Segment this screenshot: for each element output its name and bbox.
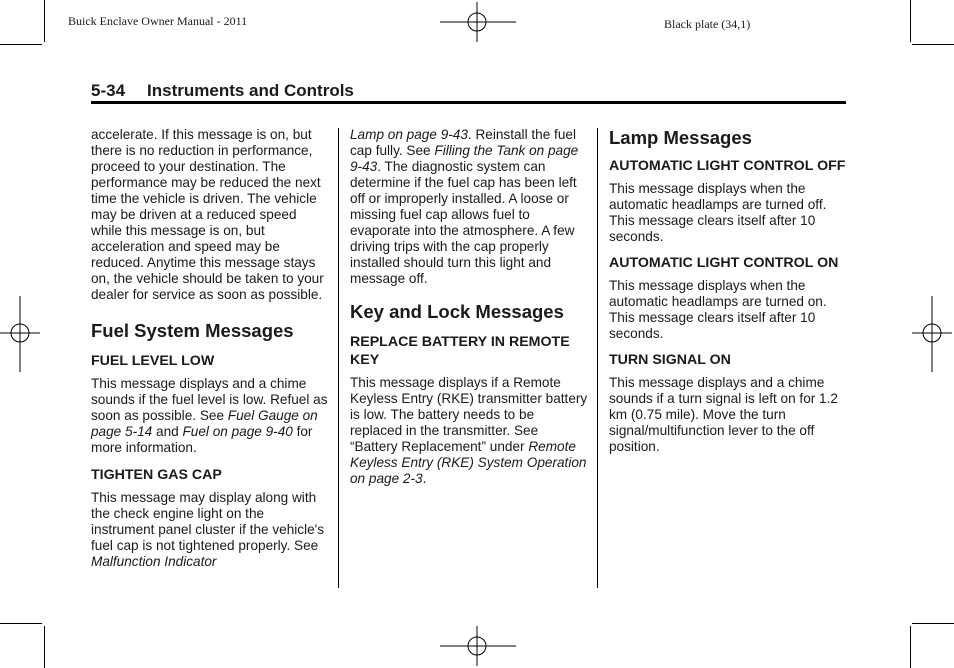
gas-cap-continued-paragraph [350,127,588,287]
crop-mark-top-left-h [0,44,42,45]
turn-signal-paragraph: This message displays and a chime sounds if a turn signal is left on for 1.2 km (0.75 mile). Move the turn signal/multifunction lever to the off position. [609,375,838,454]
fuel-level-text: This message displays and a chime sounds if the fuel level is low. Refuel as soon as possible. See [91,376,328,423]
gas-cap-cont-text-2: . The diagnostic system can determine if the fuel cap has been left off or improperly installed. A loose or missing fuel cap allows fuel to evaporate into the atmosphere. A few driving trips with the cap properly installed should turn this light and message off. [350,159,577,286]
fuel-level-and: and [152,424,183,439]
battery-paragraph [350,375,588,487]
filling-tank-link[interactable]: Filling the Tank on page 9-43 [350,143,579,174]
tighten-gas-cap-heading: TIGHTEN GAS CAP [91,467,222,483]
column-1 [91,127,329,570]
column-3 [609,127,847,455]
crop-mark-bottom-right-h [912,623,954,624]
gas-cap-text: This message may display along with the check engine light on the instrument panel cluster if the vehicle's fuel cap is not tightened properly. See [91,490,325,553]
header-rule [91,101,846,104]
rke-link[interactable]: Remote Keyless Entry (RKE) System Operation on page 2-3 [350,439,587,486]
section-title: Instruments and Controls [147,81,354,100]
continued-paragraph: accelerate. If this message is on, but there is no reduction in performance, proceed to your destination. The performance may be reduced the next time the vehicle is driven. The vehicle may be driven at a reduced speed while this message is on, but acceleration and speed may be reduced. Anytime this message stays on, the vehicle should be taken to your dealer for service as soon as possible. [91,127,324,302]
turn-signal-heading: TURN SIGNAL ON [609,352,731,368]
key-lock-heading: Key and Lock Messages [350,301,564,322]
registration-mark-top [440,2,516,42]
gas-cap-cont-text: . Reinstall the fuel cap fully. See [350,127,576,158]
crop-mark-bottom-left-v [44,626,45,668]
column-divider-1 [338,128,339,588]
fuel-system-heading: Fuel System Messages [91,320,294,341]
crop-mark-bottom-left-h [0,623,42,624]
fuel-link[interactable]: Fuel on page 9-40 [182,424,293,439]
lamp-messages-heading: Lamp Messages [609,127,752,148]
fuel-level-low-heading: FUEL LEVEL LOW [91,353,215,369]
crop-mark-top-left-v [44,0,45,42]
plate-label: Black plate (34,1) [664,17,751,31]
registration-mark-right [912,296,952,372]
battery-text-end: . [422,471,427,486]
fuel-level-text-end: for more information. [91,424,313,455]
crop-mark-top-right-h [912,44,954,45]
registration-mark-bottom [440,626,516,666]
battery-text: This message displays if a Remote Keyless Entry (RKE) transmitter battery is low. The battery needs to be replaced in the transmitter. See “Battery Replacement” under [350,375,588,454]
crop-mark-top-right-v [910,0,911,42]
auto-light-off-heading: AUTOMATIC LIGHT CONTROL OFF [609,158,846,174]
replace-battery-heading: REPLACE BATTERY IN REMOTE KEY [350,334,570,368]
manual-title: Buick Enclave Owner Manual - 2011 [68,14,248,28]
column-2 [350,127,588,487]
auto-light-on-heading: AUTOMATIC LIGHT CONTROL ON [609,255,839,271]
gas-cap-paragraph [91,490,329,570]
page-number: 5-34 [91,81,126,100]
malfunction-indicator-link[interactable]: Malfunction Indicator [91,554,217,569]
fuel-gauge-link[interactable]: Fuel Gauge on page 5-14 [91,408,318,439]
fuel-level-paragraph [91,376,329,456]
registration-mark-left [0,296,40,372]
column-divider-2 [597,128,598,588]
auto-light-off-paragraph: This message displays when the automatic headlamps are turned off. This message clears itself after 10 seconds. [609,181,827,244]
crop-mark-bottom-right-v [910,626,911,668]
malfunction-lamp-link[interactable]: Lamp on page 9-43 [350,127,468,142]
auto-light-on-paragraph: This message displays when the automatic headlamps are turned on. This message clears itself after 10 seconds. [609,278,827,341]
running-head [91,81,354,101]
